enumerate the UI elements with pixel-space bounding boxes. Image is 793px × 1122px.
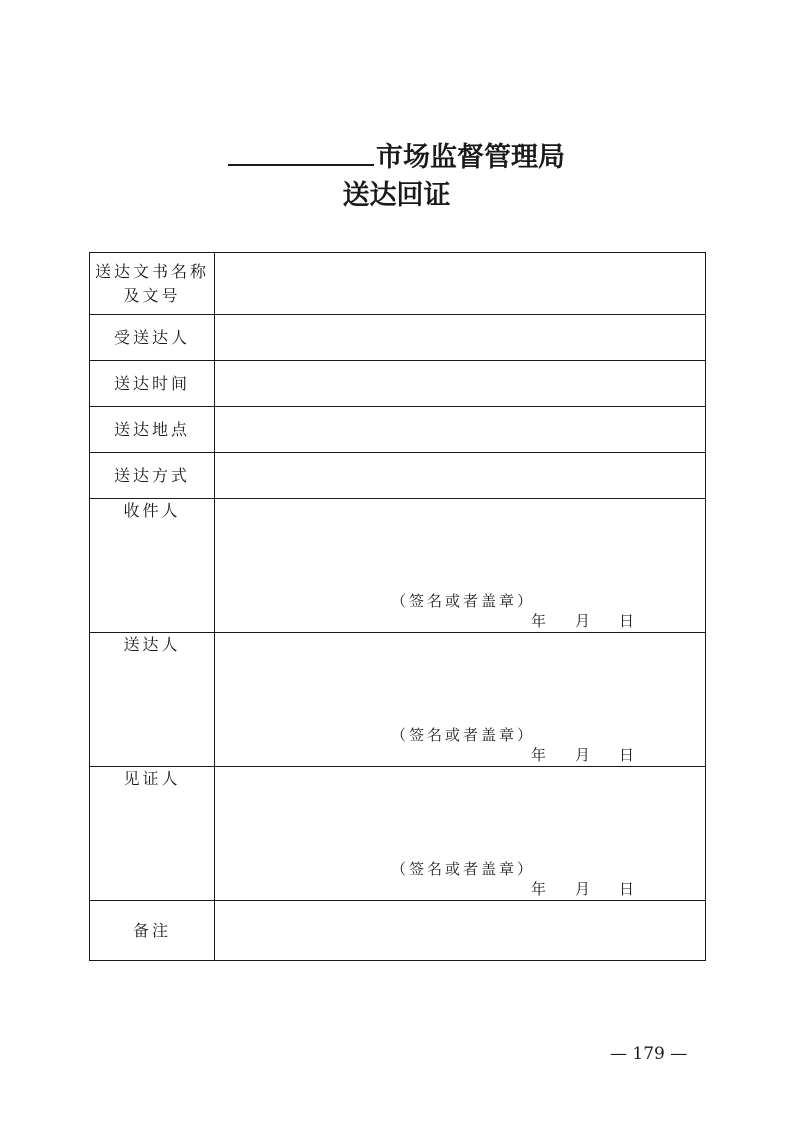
receiver-year: 年	[531, 612, 548, 630]
row-receiver	[90, 499, 706, 633]
page-number: — 179 —	[610, 1044, 688, 1064]
label-witness: 见证人	[90, 767, 215, 901]
receiver-month: 月	[575, 612, 592, 630]
receiver-signature-note: （签名或者盖章）	[391, 592, 536, 610]
row-server	[90, 633, 706, 767]
row-witness	[90, 767, 706, 901]
field-service-method[interactable]	[215, 453, 706, 499]
server-day: 日	[619, 746, 636, 764]
label-recipient: 受送达人	[90, 315, 215, 361]
row-document-name	[90, 253, 706, 315]
witness-day: 日	[619, 880, 636, 898]
receiver-day: 日	[619, 612, 636, 630]
row-recipient	[90, 315, 706, 361]
witness-year: 年	[531, 880, 548, 898]
label-remarks: 备注	[90, 901, 215, 961]
server-date	[531, 744, 635, 765]
field-document-name[interactable]	[215, 253, 706, 315]
label-service-time: 送达时间	[90, 361, 215, 407]
label-service-method: 送达方式	[90, 453, 215, 499]
row-remarks	[90, 901, 706, 961]
field-receiver[interactable]	[215, 499, 706, 633]
label-document-name	[90, 253, 215, 315]
row-service-time	[90, 361, 706, 407]
label-receiver: 收件人	[90, 499, 215, 633]
witness-month: 月	[575, 880, 592, 898]
field-remarks[interactable]	[215, 901, 706, 961]
server-year: 年	[531, 746, 548, 764]
row-service-method	[90, 453, 706, 499]
field-service-time[interactable]	[215, 361, 706, 407]
label-server: 送达人	[90, 633, 215, 767]
label-document-name-line2: 及文号	[123, 285, 181, 305]
label-service-location: 送达地点	[90, 407, 215, 453]
server-month: 月	[575, 746, 592, 764]
server-signature-note: （签名或者盖章）	[391, 726, 536, 744]
document-title: 送达回证	[342, 180, 451, 211]
field-service-location[interactable]	[215, 407, 706, 453]
service-receipt-form	[89, 252, 706, 961]
document-title-line1	[0, 136, 793, 176]
label-document-name-line1: 送达文书名称	[94, 261, 209, 281]
field-recipient[interactable]	[215, 315, 706, 361]
field-server[interactable]	[215, 633, 706, 767]
row-service-location	[90, 407, 706, 453]
witness-date	[531, 878, 635, 899]
agency-suffix: 市场监督管理局	[376, 142, 565, 173]
agency-name-blank	[228, 136, 374, 166]
receiver-date	[531, 610, 635, 631]
witness-signature-note: （签名或者盖章）	[391, 860, 536, 878]
field-witness[interactable]	[215, 767, 706, 901]
